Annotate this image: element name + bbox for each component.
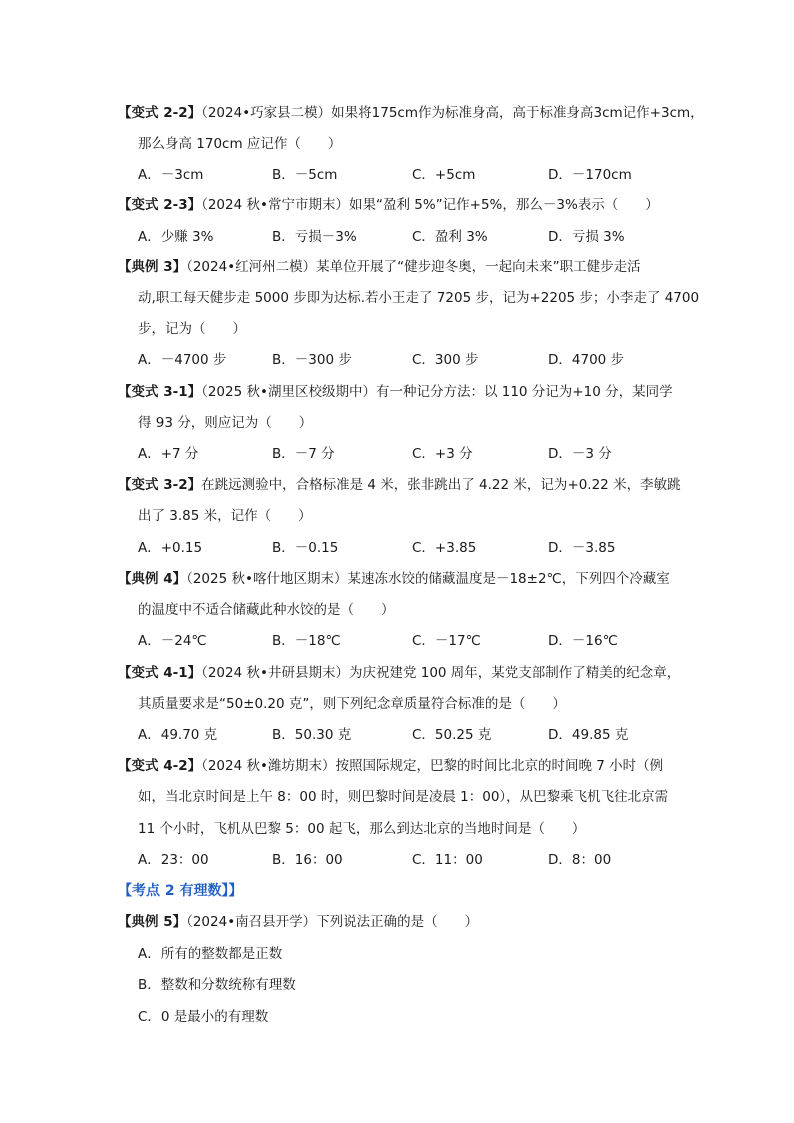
option-b: B．16：00 xyxy=(272,852,343,868)
option-a: A．23：00 xyxy=(138,852,209,868)
question-tag: 【变式 2-2】 xyxy=(118,105,202,121)
option-a: A．+7 分 xyxy=(138,446,199,462)
option-c: C．50.25 克 xyxy=(412,727,492,743)
question-tag: 【变式 4-1】 xyxy=(118,665,202,681)
question-text-cont: 出了 3.85 米，记作（ ） xyxy=(138,508,312,524)
option-d: D．－170cm xyxy=(548,167,632,183)
option-b: B．－7 分 xyxy=(272,446,335,462)
option-a: A．所有的整数都是正数 xyxy=(138,946,283,962)
options-row xyxy=(138,845,678,876)
option-c: C．盈利 3% xyxy=(412,229,488,245)
option-a: A．－4700 步 xyxy=(138,352,227,368)
question-4-1 xyxy=(118,658,681,689)
question-tag: 【典例 3】 xyxy=(118,259,187,275)
question-tag: 【变式 3-2】 xyxy=(118,477,202,493)
option-b: B．亏损－3% xyxy=(272,229,357,245)
option-a: A．+0.15 xyxy=(138,540,203,556)
question-text-cont: 其质量要求是“50±0.20 克”，则下列纪念章质量符合标准的是（ ） xyxy=(138,696,566,712)
question-3-1 xyxy=(118,377,678,408)
options-row xyxy=(138,533,678,564)
option-c: C．300 步 xyxy=(412,352,479,368)
question-text: （2024 秋•潍坊期末）按照国际规定，巴黎的时间比北京的时间晚 7 小时（例 xyxy=(201,758,664,774)
option-a: A．49.70 克 xyxy=(138,727,218,743)
question-text-cont: 11 个小时，飞机从巴黎 5：00 起飞，那么到达北京的当地时间是（ ） xyxy=(138,821,586,837)
example-4 xyxy=(118,564,678,595)
question-text-cont: 的温度中不适合储藏此种水饺的是（ ） xyxy=(138,602,395,618)
options-row xyxy=(138,345,678,376)
option-d: D．－3 分 xyxy=(548,446,612,462)
question-3-2 xyxy=(118,470,681,501)
option-c: C．+3.85 xyxy=(412,540,477,556)
question-text-cont: 得 93 分，则应记为（ ） xyxy=(138,415,313,431)
question-text: （2024•南召县开学）下列说法正确的是（ ） xyxy=(186,914,479,930)
example-3 xyxy=(118,252,678,283)
option-c: C．0 是最小的有理数 xyxy=(138,1009,269,1025)
option-c: C．11：00 xyxy=(412,852,483,868)
question-text-cont: 动,职工每天健步走 5000 步即为达标.若小王走了 7205 步，记为+2205 步；小李走了 4700 xyxy=(138,290,700,306)
question-tag: 【变式 2-3】 xyxy=(118,197,202,213)
options-row xyxy=(138,222,678,253)
question-text: （2024•红河州二模）某单位开展了“健步迎冬奥，一起向未来”职工健步走活 xyxy=(186,259,641,275)
options-row xyxy=(138,439,678,470)
option-c: C．－17℃ xyxy=(412,633,481,649)
option-b: B．－300 步 xyxy=(272,352,352,368)
option-d: D．8：00 xyxy=(548,852,612,868)
section-heading: 【考点 2 有理数】】 xyxy=(118,883,243,899)
example-5 xyxy=(118,907,678,938)
question-4-2 xyxy=(118,751,678,782)
option-b: B．－5cm xyxy=(272,167,338,183)
question-text: 在跳远测验中，合格标准是 4 米，张非跳出了 4.22 米，记为+0.22 米，李敏跳 xyxy=(201,477,681,493)
option-d: D．－16℃ xyxy=(548,633,618,649)
options-row xyxy=(138,626,678,657)
question-text: （2025 秋•湖里区校级期中）有一种记分方法：以 110 分记为+10 分，某同学 xyxy=(201,384,673,400)
option-b: B．－18℃ xyxy=(272,633,341,649)
option-b: B．整数和分数统称有理数 xyxy=(138,977,296,993)
question-tag: 【典例 4】 xyxy=(118,571,187,587)
question-tag: 【变式 3-1】 xyxy=(118,384,202,400)
option-d: D．4700 步 xyxy=(548,352,625,368)
options-row xyxy=(138,160,678,191)
options-row xyxy=(138,720,678,751)
option-d: D．亏损 3% xyxy=(548,229,625,245)
question-text-cont: 如，当北京时间是上午 8：00 时，则巴黎时间是凌晨 1：00），从巴黎乘飞机飞往北京需 xyxy=(138,789,669,805)
question-tag: 【变式 4-2】 xyxy=(118,758,202,774)
option-c: C．+5cm xyxy=(412,167,476,183)
option-a: A．少赚 3% xyxy=(138,229,214,245)
option-c: C．+3 分 xyxy=(412,446,473,462)
question-text: （2024•巧家县二模）如果将175cm作为标准身高，高于标准身高3cm记作+3cm， xyxy=(201,105,704,121)
question-2-3 xyxy=(118,190,678,221)
option-d: D．49.85 克 xyxy=(548,727,629,743)
option-a: A．－3cm xyxy=(138,167,204,183)
question-text: （2024 秋•井研县期末）为庆祝建党 100 周年，某党支部制作了精美的纪念章， xyxy=(201,665,681,681)
option-d: D．－3.85 xyxy=(548,540,616,556)
option-b: B．50.30 克 xyxy=(272,727,352,743)
question-tag: 【典例 5】 xyxy=(118,914,187,930)
question-text-cont: 步，记为（ ） xyxy=(138,321,246,337)
option-b: B．－0.15 xyxy=(272,540,339,556)
question-text: （2024 秋•常宁市期末）如果“盈利 5%”记作+5%，那么－3%表示（ ） xyxy=(201,197,659,213)
question-text-cont: 那么身高 170cm 应记作（ ） xyxy=(138,136,342,152)
option-a: A．－24℃ xyxy=(138,633,207,649)
question-text: （2025 秋•喀什地区期末）某速冻水饺的储藏温度是－18±2℃，下列四个冷藏室 xyxy=(186,571,670,587)
question-2-2 xyxy=(118,98,704,129)
